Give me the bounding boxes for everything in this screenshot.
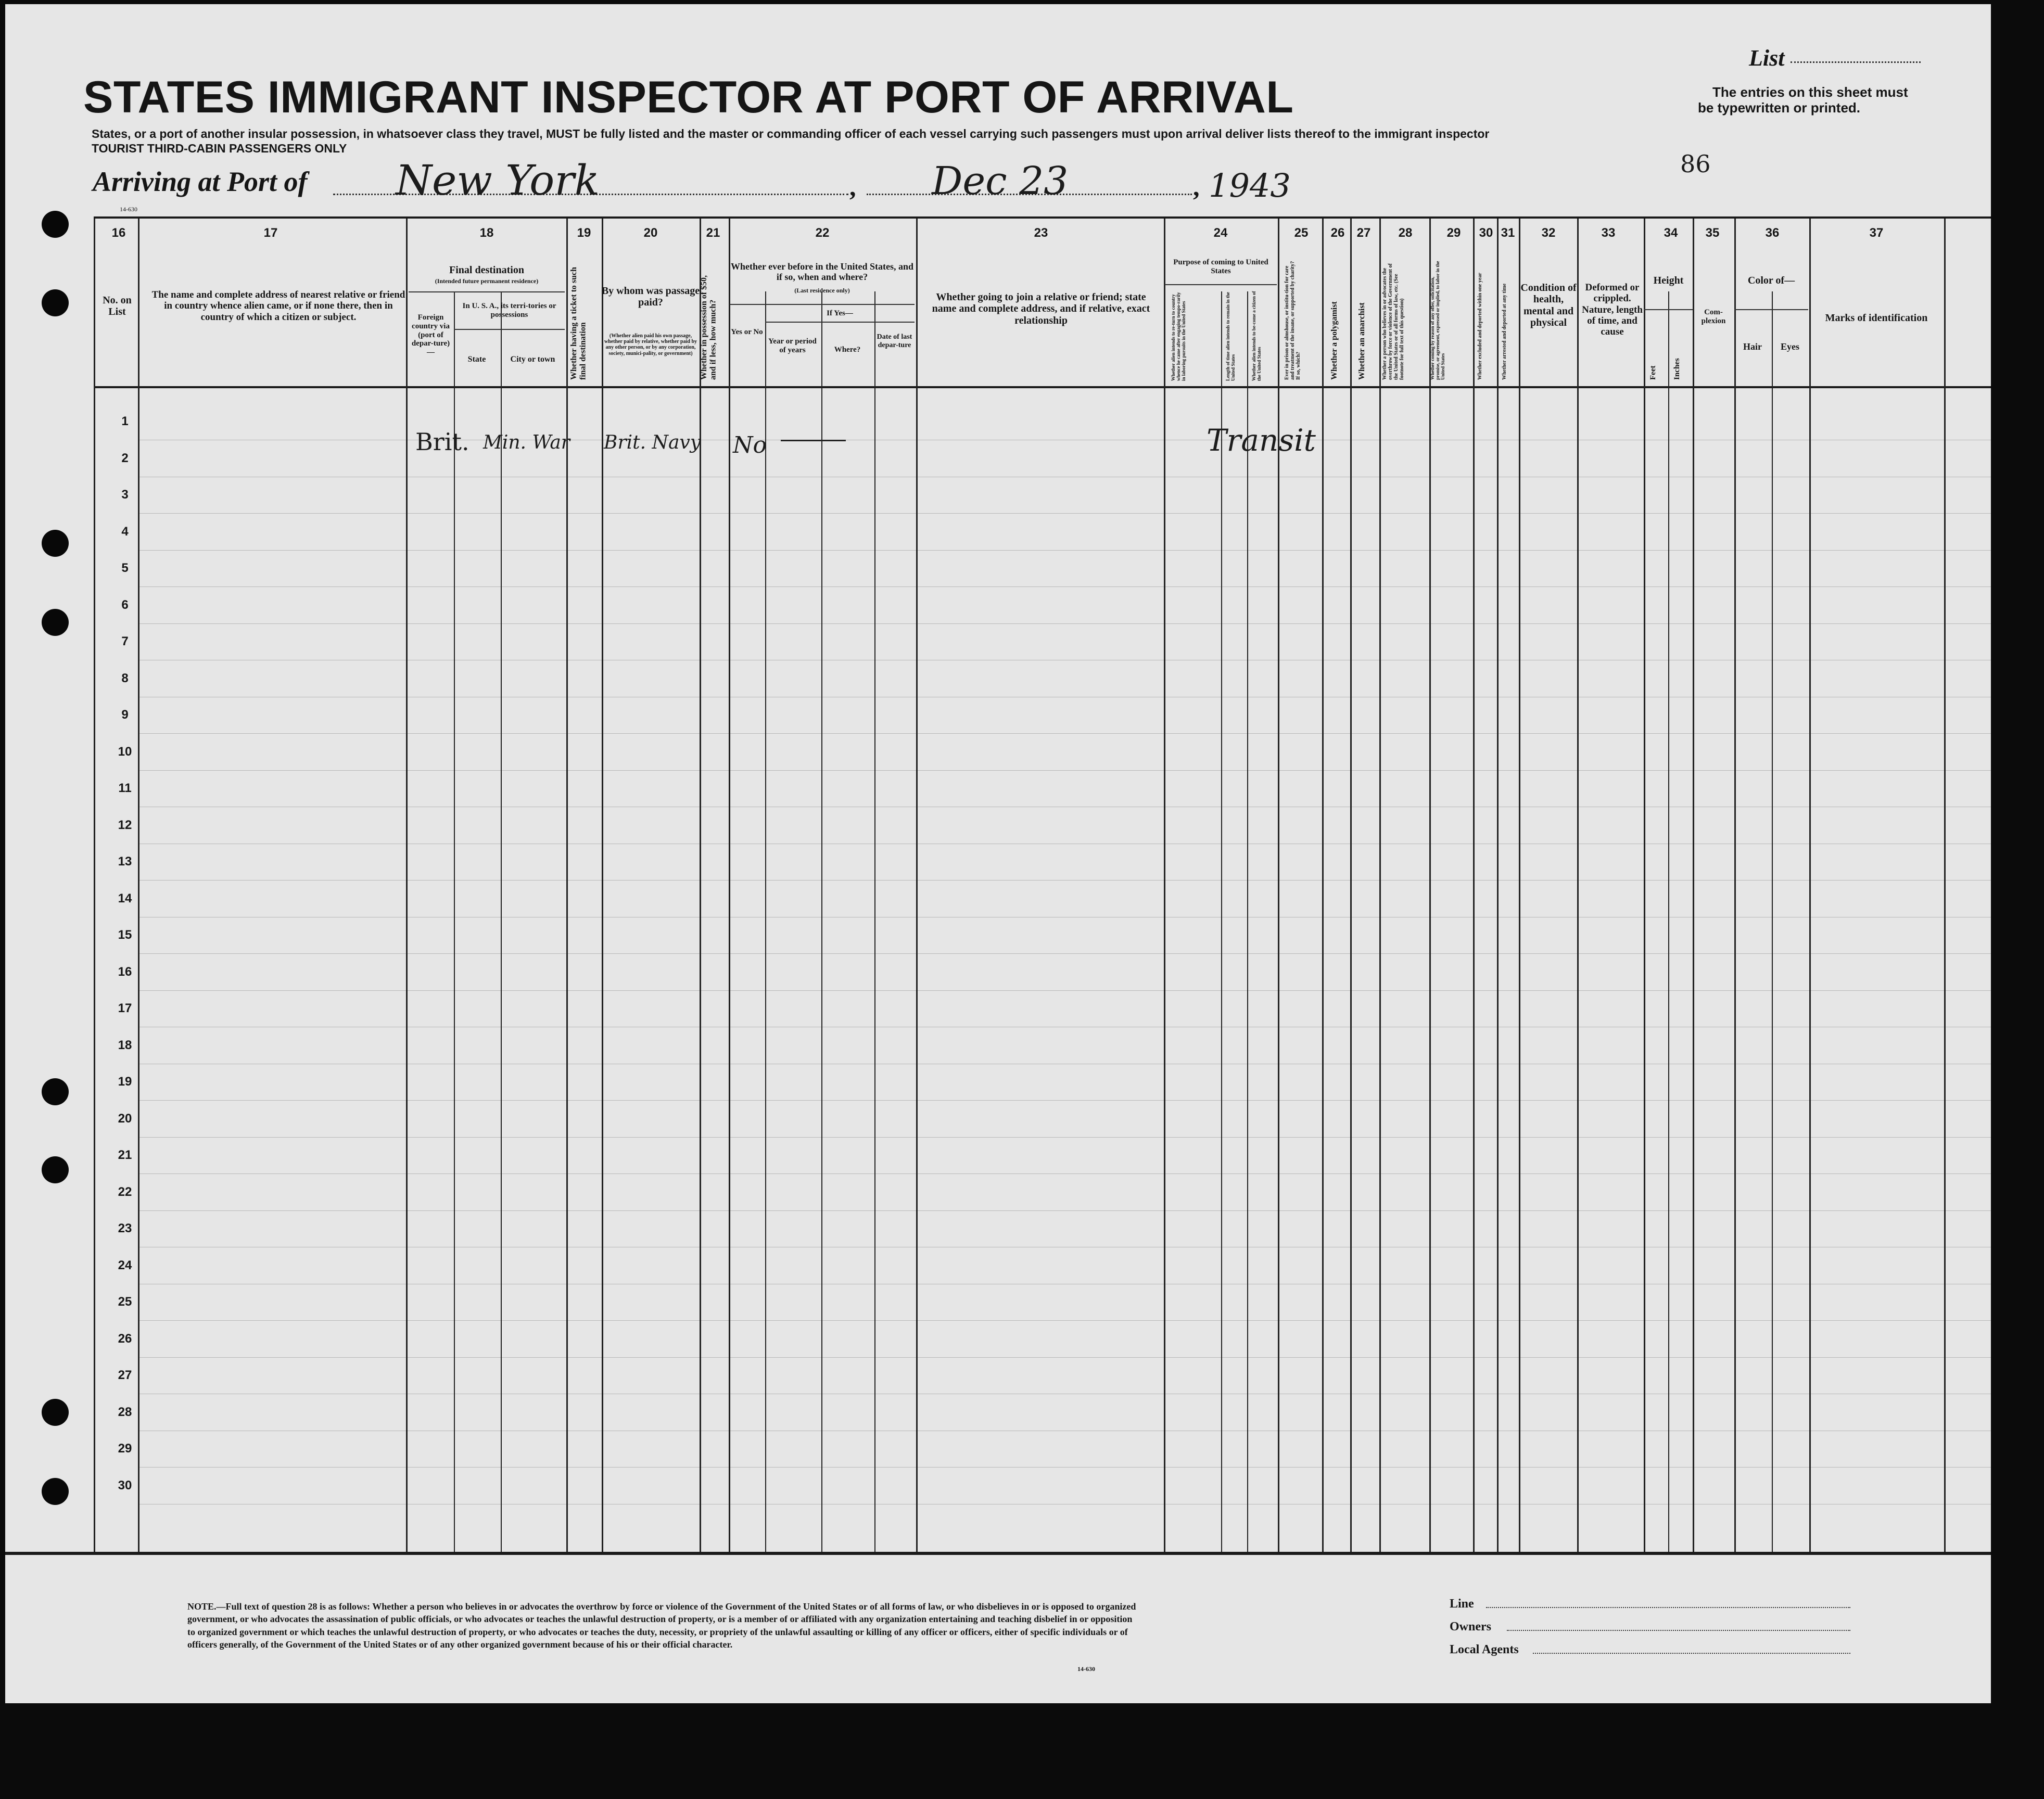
heading-final-destination: Final destination — [449, 264, 524, 276]
column-number: 33 — [1601, 226, 1616, 240]
heading-foreign-country: Foreign country via (port of depar-ture)— — [411, 313, 450, 357]
binder-hole — [42, 1156, 69, 1183]
column-number: 29 — [1446, 226, 1461, 240]
entry-purpose: Transit — [1207, 423, 1316, 458]
column-number: 31 — [1501, 226, 1515, 240]
local-agents-label: Local Agents — [1450, 1643, 1519, 1656]
row-number: 27 — [118, 1368, 132, 1382]
column-rule — [916, 219, 918, 1552]
row-number: 25 — [118, 1295, 132, 1309]
heading-excluded: Whether excluded and deported within one year — [1477, 273, 1483, 380]
heading-date-departure: Date of last depar-ture — [877, 333, 912, 349]
heading-where: Where? — [834, 346, 861, 354]
row-number: 8 — [121, 671, 129, 685]
column-rule — [1734, 219, 1736, 1552]
heading-yes-no: Yes or No — [731, 328, 763, 336]
row-number: 23 — [118, 1221, 132, 1235]
heading-arrested: Whether arrested and deported at any time — [1502, 283, 1507, 380]
page-title: STATES IMMIGRANT INSPECTOR AT PORT OF ARRIVAL — [83, 72, 1294, 122]
row-number: 16 — [118, 964, 132, 979]
entry-ever-before: No — [733, 432, 767, 458]
row-rule — [138, 513, 1991, 514]
date-handwritten: Dec 23 — [932, 159, 1069, 203]
binder-hole — [42, 609, 69, 636]
column-rule — [700, 219, 701, 1552]
row-rule — [138, 1210, 1991, 1211]
row-number: 15 — [118, 928, 132, 942]
year-handwritten: 1943 — [1209, 167, 1291, 205]
column-rule — [1693, 219, 1694, 1552]
heading-anarchist: Whether an anarchist — [1357, 302, 1366, 380]
sub-column-rule — [454, 291, 455, 1552]
heading-nearest-relative: The name and complete address of nearest relative or friend in country whence alien came, or if none there, then in country of which a citizen or subject. — [151, 289, 405, 323]
header-subrule — [1644, 309, 1693, 310]
comma: , — [849, 172, 856, 201]
heading-marks: Marks of identification — [1825, 312, 1928, 324]
binder-hole — [42, 1078, 69, 1105]
sub-column-rule — [1772, 291, 1773, 1552]
row-number: 17 — [118, 1001, 132, 1015]
column-rule — [1164, 219, 1165, 1552]
column-rule — [1278, 219, 1279, 1552]
column-number: 20 — [643, 226, 658, 240]
heading-year-period: Year or period of years — [768, 337, 817, 354]
port-handwritten: New York — [396, 156, 600, 205]
heading-if-yes: If Yes— — [827, 309, 853, 317]
heading-inches: Inches — [1673, 358, 1681, 380]
entry-passage-paid: Brit. Navy — [604, 432, 701, 453]
row-number: 30 — [118, 1478, 132, 1492]
row-rule — [138, 1137, 1991, 1138]
sub-column-rule — [874, 291, 875, 1552]
heading-ticket: Whether having a ticket to such final destination — [569, 266, 588, 380]
column-number: 26 — [1330, 226, 1345, 240]
heading-join-relative: Whether going to join a relative or friend; state name and complete address, and if relative, exact relationship — [932, 291, 1150, 326]
row-number: 10 — [118, 744, 132, 759]
heading-color-of: Color of— — [1747, 275, 1795, 286]
row-number: 29 — [118, 1441, 132, 1456]
row-rule — [138, 586, 1991, 587]
row-number: 3 — [121, 488, 129, 502]
heading-deformed: Deformed or crippled. Nature, length of time, and cause — [1582, 282, 1643, 338]
column-rule — [1577, 219, 1579, 1552]
column-number: 28 — [1398, 226, 1413, 240]
row-number: 14 — [118, 891, 132, 905]
row-number: 26 — [118, 1331, 132, 1346]
heading-purpose-return: Whether alien intends to re-turn to country whence he came after engaging tempo-rarily in laboring pursuits in the United States — [1171, 292, 1186, 381]
owners-field — [1507, 1630, 1850, 1631]
column-number: 37 — [1869, 226, 1884, 240]
heading-height: Height — [1653, 275, 1684, 286]
row-rule — [138, 1320, 1991, 1321]
row-number: 2 — [121, 451, 129, 465]
column-number: 30 — [1479, 226, 1493, 240]
heading-last-residence: (Last residence only) — [794, 287, 850, 294]
row-number: 6 — [121, 597, 129, 612]
row-number: 5 — [121, 561, 129, 575]
list-label: List — [1749, 45, 1785, 71]
row-number: 24 — [118, 1258, 132, 1272]
heading-prison: Ever in prison or almshouse, or institu-tion for care and treatment of the insane, or supported by charity? If so, which? — [1284, 261, 1301, 380]
heading-fifty-dollars: Whether in possession of $50, and if less, how much? — [700, 275, 718, 380]
column-rule — [602, 219, 603, 1552]
column-rule — [1473, 219, 1475, 1552]
heading-health: Condition of health, mental and physical — [1520, 282, 1577, 329]
row-number: 21 — [118, 1148, 132, 1162]
column-number: 16 — [111, 226, 126, 240]
row-rule — [138, 1467, 1991, 1468]
row-rule — [138, 550, 1991, 551]
row-number: 19 — [118, 1075, 132, 1089]
row-number: 13 — [118, 854, 132, 869]
row-rule — [138, 1100, 1991, 1101]
table-top-rule — [94, 216, 1991, 219]
local-agents-field — [1533, 1653, 1850, 1654]
row-number: 11 — [118, 781, 132, 795]
row-rule — [138, 770, 1991, 771]
heading-complexion: Com-plexion — [1701, 308, 1726, 325]
entry-dash — [781, 440, 846, 441]
owners-label: Owners — [1450, 1620, 1491, 1634]
row-number: 18 — [118, 1038, 132, 1052]
column-number: 18 — [479, 226, 494, 240]
footer-form-code: 14-630 — [1077, 1665, 1095, 1673]
column-number: 25 — [1294, 226, 1309, 240]
heading-purpose: Purpose of coming to United States — [1173, 258, 1268, 275]
column-rule — [1644, 219, 1645, 1552]
column-number: 36 — [1765, 226, 1780, 240]
row-number: 20 — [118, 1111, 132, 1126]
column-rule — [1497, 219, 1499, 1552]
row-rule — [138, 1173, 1991, 1174]
heading-labor-offer: Whether coming by reason of any offer, solicitation, promise, or agreement, expressed or implied, to labor in the United States — [1430, 261, 1445, 380]
row-rule — [138, 880, 1991, 881]
column-number: 35 — [1705, 226, 1720, 240]
heading-feet: Feet — [1649, 365, 1657, 380]
sub-column-rule — [1247, 291, 1248, 1552]
column-rule — [1350, 219, 1352, 1552]
heading-state: State — [467, 355, 486, 364]
column-rule — [729, 219, 730, 1552]
binder-hole — [42, 211, 69, 238]
column-rule — [138, 219, 139, 1552]
binder-hole — [42, 289, 69, 316]
heading-passage-paid: By whom was passage paid? — [601, 285, 700, 309]
row-number: 7 — [121, 634, 129, 648]
list-number-line — [1791, 61, 1921, 63]
column-rule — [1429, 219, 1431, 1552]
row-rule — [138, 990, 1991, 991]
binder-hole — [42, 1399, 69, 1426]
heading-ever-before: Whether ever before in the United States, and if so, when and where? — [731, 261, 913, 283]
column-rule — [1322, 219, 1324, 1552]
arriving-label: Arriving at Port of — [93, 166, 308, 197]
table-bottom-rule — [5, 1552, 1991, 1555]
class-line: TOURIST THIRD-CABIN PASSENGERS ONLY — [92, 142, 347, 155]
header-subrule — [765, 322, 915, 323]
column-number: 22 — [815, 226, 830, 240]
column-number: 24 — [1213, 226, 1228, 240]
column-number: 21 — [706, 226, 720, 240]
row-number: 22 — [118, 1184, 132, 1199]
column-rule — [1519, 219, 1520, 1552]
row-number: 12 — [118, 818, 132, 832]
column-rule — [406, 219, 408, 1552]
row-rule — [138, 953, 1991, 954]
header-subrule — [730, 304, 915, 305]
sub-column-rule — [765, 291, 766, 1552]
form-code: 14-630 — [120, 206, 137, 213]
column-number: 17 — [263, 226, 278, 240]
column-rule — [94, 219, 95, 1552]
row-rule — [138, 623, 1991, 624]
row-number: 28 — [118, 1405, 132, 1419]
column-number: 27 — [1356, 226, 1371, 240]
subtitle: States, or a port of another insular possession, in whatsoever class they travel, MUST be fully listed and the master or commanding officer of each vessel carrying such passengers must upon arrival deliver lists thereof to the immigrant inspector — [92, 127, 1490, 141]
sub-column-rule — [501, 291, 502, 1552]
binder-hole — [42, 530, 69, 557]
heading-overthrow: Whether a person who believes in or advocates the overthrow by force or violence of the Government of the United States or of all forms of law, etc. (See footnote for full text of this question) — [1382, 263, 1405, 380]
line-field — [1486, 1607, 1850, 1608]
comma: , — [1193, 172, 1200, 201]
heading-polygamist: Whether a polygamist — [1330, 301, 1339, 380]
column-rule — [566, 219, 568, 1552]
sub-column-rule — [1668, 291, 1669, 1552]
header-subrule — [1734, 309, 1808, 310]
heading-in-usa: In U. S. A., its terri-tories or possessions — [462, 302, 556, 319]
heading-hair: Hair — [1743, 341, 1762, 352]
entry-foreign-country: Brit. — [415, 428, 469, 456]
column-number: 23 — [1034, 226, 1048, 240]
header-subrule — [1165, 284, 1277, 285]
sub-column-rule — [1221, 291, 1222, 1552]
column-number: 19 — [577, 226, 591, 240]
row-number: 9 — [121, 708, 129, 722]
row-rule — [138, 733, 1991, 734]
binder-hole — [42, 1478, 69, 1505]
line-label: Line — [1450, 1597, 1474, 1611]
heading-final-destination-note: (Intended future permanent residence) — [435, 277, 539, 285]
column-number: 32 — [1541, 226, 1556, 240]
heading-no-on-list: No. on List — [103, 295, 132, 318]
heading-purpose-length: Length of time alien intends to remain in the United States — [1225, 292, 1236, 381]
sub-column-rule — [821, 291, 822, 1552]
typewritten-note-1: The entries on this sheet must — [1712, 84, 1908, 100]
column-rule — [1944, 219, 1946, 1552]
header-subrule — [409, 291, 565, 292]
column-rule — [1379, 219, 1381, 1552]
header-bottom-rule — [94, 386, 1991, 388]
column-number: 34 — [1664, 226, 1678, 240]
row-number: 1 — [121, 414, 129, 428]
footnote-question-28: NOTE.—Full text of question 28 is as follows: Whether a person who believes in or advocates the overthrow by force or violence of the Government of the United States or of all forms of law, or who disbelieves in or is opposed to organized government, or who advocates the assassination of public officials, or who advocates or teaches the unlawful destruction of property, or is a member of or affiliated with any organization entertaining and teaching disbelief in or opposition to organized government or which teaches the unlawful destruction of property, or who advocates or teaches the duty, necessity, or propriety of the unlawful assaulting or killing of any officer or officers, either of specific individuals or of officers generally, of the Government of the United States or of any other organized government because of his or their official character. — [187, 1601, 1136, 1650]
header-subrule — [454, 329, 565, 330]
heading-passage-note: (Whether alien paid his own passage, whether paid by relative, whether paid by any other person, or by any corporation, society, munici-pality, or government) — [604, 333, 697, 356]
heading-purpose-citizen: Whether alien intends to be-come a citizen of the United States — [1251, 291, 1262, 381]
heading-eyes: Eyes — [1781, 341, 1799, 352]
typewritten-note-2: be typewritten or printed. — [1698, 100, 1861, 116]
row-rule — [138, 1357, 1991, 1358]
heading-city-or-town: City or town — [510, 355, 555, 364]
page-number: 86 — [1680, 150, 1711, 178]
row-number: 4 — [121, 524, 129, 539]
entry-city: Min. War — [483, 432, 570, 453]
column-rule — [1809, 219, 1811, 1552]
